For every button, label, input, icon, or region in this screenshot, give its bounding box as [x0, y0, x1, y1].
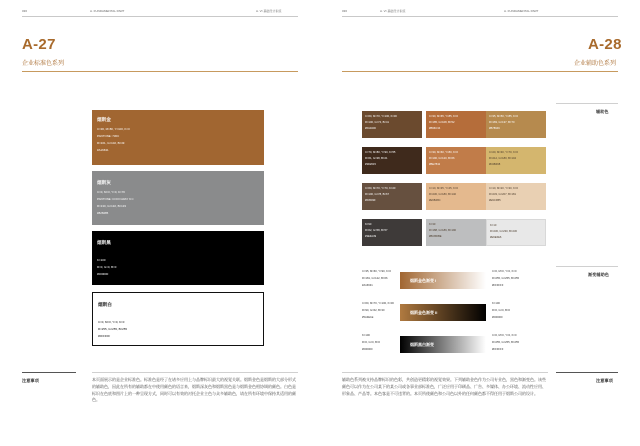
aux-swatch-spec: R=61, G=38, B=21: [365, 157, 388, 160]
aux-swatch-spec: #E6E6E6: [490, 236, 502, 239]
aux-swatch: [426, 183, 486, 210]
aux-swatch: [362, 219, 422, 246]
aux-swatch-spec: C=70, M=80, Y=90, K=55: [365, 151, 396, 154]
aux-swatch-spec: K=10: [490, 224, 497, 227]
swatch-spec: C=30, M=80, Y=100, K=0: [97, 127, 130, 131]
header-rule: [22, 16, 298, 17]
aux-swatch-spec: #3D2615: [365, 163, 376, 166]
gradient-bar: [400, 272, 486, 289]
header-rule: [342, 16, 618, 17]
page-subtitle: 企业辅助色系列: [574, 61, 617, 67]
aux-swatch-spec: R=100, G=74, B=41: [365, 121, 389, 124]
note-label: 注意事项: [596, 378, 613, 383]
note-text: 辅助色系列被支持品牌标识的色彩，共创造更精彩的视觉效果。下列辅助金色作为公司专业色，黑色和渐变色。该些颜色可以作为在公司某下的某公司或各事业部标准色，广泛应用于印刷品、广告、多媒体、办公环境、流动性应用、形象品、产品等。本色客是不可违背的。本页所使颜色和公司色以外的任何颜色都不得任用于烟斯公司的设计。: [342, 377, 546, 396]
aux-swatch-spec: #BCBDBE: [429, 235, 442, 238]
aux-swatch-spec: R=212, G=180, B=104: [489, 157, 516, 160]
gradient-bar: [400, 304, 486, 321]
aux-swatch-spec: C=60, M=70, Y=100, K=30: [365, 115, 397, 118]
right-page: [320, 0, 640, 446]
aux-swatch-spec: R=230, G=180, B=140: [429, 193, 456, 196]
header-section: A. FUNDAMENTAL PART: [90, 9, 125, 13]
gradient-start-spec: R=181, G=122, B=66: [362, 277, 388, 280]
aux-swatch: [486, 183, 546, 210]
gradient-start-spec: #5A3E1E: [362, 316, 374, 319]
swatch-name: 烟斯黑: [97, 240, 111, 245]
swatch-gray: [92, 171, 264, 225]
swatch-name: 烟斯灰: [97, 180, 111, 185]
note-text: 本页面展示的是企业标准色。标准色是经了在诸多应用上与品牌标识最大的视觉关联。烟斯金色是烟斯的大部分形式的辅助色，因此在所有的辅助都在中使用颜色的语言来，烟斯深灰色和烟斯黑色是与烟斯金色相协调的颜色。白色是标识在色底和图片上的一种呈现方式，同时可以有效的衬托企业主色与众多辅助色，请在所有环境中保持其适用的颜色。: [92, 377, 296, 403]
gradient-end-spec: #000000: [492, 316, 503, 319]
aux-swatch-spec: K=30: [429, 223, 436, 226]
aux-swatch: [426, 147, 486, 174]
swatch-spec: #000000: [97, 272, 109, 276]
gradient-end-spec: C=0, M=0, Y=0, K=0: [492, 270, 517, 273]
gradient-start-spec: C=60, M=70, Y=100, K=30: [362, 302, 394, 305]
aux-swatch-spec: C=60, M=70, Y=70, K=20: [365, 187, 396, 190]
gradient-name: 烟斯金色渐变 II: [410, 310, 438, 315]
aux-swatch-spec: #3E3A39: [365, 235, 377, 238]
note-rule: [556, 372, 618, 373]
gradient-end-spec: C=0, M=0, Y=0, K=0: [492, 334, 517, 337]
gradient-end-spec: R=0, G=0, B=0: [492, 309, 511, 312]
aux-rule: [556, 103, 618, 104]
aux-swatch-spec: #BE7842: [429, 163, 441, 166]
swatch-black: [92, 231, 264, 285]
aux-swatch-spec: R=185, G=108, B=52: [429, 121, 455, 124]
aux-swatch-spec: #B78946: [489, 127, 500, 130]
aux-swatch-spec: R=190, G=120, B=66: [429, 157, 455, 160]
swatch-spec: R=255, G=255, B=255: [98, 327, 128, 331]
header-chapter: A. VI 基础设计系统: [256, 9, 282, 13]
swatch-white: [92, 292, 264, 346]
swatch-spec: PANTONE: 730C: [97, 134, 120, 138]
header-chapter: A. VI 基础设计系统: [380, 9, 406, 13]
aux-label: 辅助色: [596, 109, 609, 114]
page-subtitle: 企业标准色系列: [22, 61, 65, 67]
gradient-rule: [556, 266, 618, 267]
swatch-spec: #828485: [97, 211, 109, 215]
aux-swatch-spec: R=183, G=137, B=70: [489, 121, 515, 124]
gradient-end-spec: K=100: [492, 302, 500, 305]
aux-swatch: [486, 219, 546, 246]
aux-swatch-spec: #64432D: [365, 127, 376, 130]
gradient-start-spec: C=35, M=60, Y=90, K=0: [362, 270, 391, 273]
aux-swatch: [486, 147, 546, 174]
aux-swatch-spec: C=35, M=50, Y=85, K=0: [489, 115, 518, 118]
aux-swatch-spec: C=30, M=60, Y=80, K=0: [429, 151, 458, 154]
aux-swatch-spec: C=20, M=30, Y=70, K=0: [489, 151, 518, 154]
page-number: 036: [22, 9, 28, 13]
page-code: A-27: [22, 36, 56, 53]
aux-swatch-spec: R=230, G=230, B=230: [490, 230, 517, 233]
gradient-end-spec: R=255, G=255, B=255: [492, 277, 519, 280]
aux-swatch: [486, 111, 546, 138]
swatch-gold: [92, 110, 264, 165]
aux-swatch-spec: C=10, M=35, Y=45, K=0: [429, 187, 458, 190]
aux-swatch-spec: R=100, G=78, B=67: [365, 193, 389, 196]
aux-swatch-spec: #E9CFB5: [489, 199, 501, 202]
gradient-name: 烟斯金色渐变 I: [410, 278, 437, 283]
page-code: A-28: [588, 36, 622, 53]
aux-swatch-spec: C=30, M=65, Y=85, K=0: [429, 115, 458, 118]
aux-swatch: [426, 219, 486, 246]
note-rule-thin: [342, 372, 548, 373]
header-section: A. FUNDAMENTAL PART: [504, 9, 539, 13]
note-rule-thin: [92, 372, 298, 373]
swatch-name: 烟斯金: [97, 117, 111, 122]
swatch-spec: R=0, G=0, B=0: [97, 265, 117, 269]
page-number: 036: [342, 9, 348, 13]
aux-swatch: [362, 111, 422, 138]
gradient-start-spec: #A16631: [362, 284, 373, 287]
aux-swatch: [426, 111, 486, 138]
gold-rule: [342, 71, 618, 72]
note-label: 注意事项: [22, 378, 39, 383]
gradient-start-spec: R=90, G=62, B=30: [362, 309, 385, 312]
gradient-end-spec: #FFFFFF: [492, 348, 504, 351]
aux-swatch-spec: R=62, G=58, B=57: [365, 229, 388, 232]
gradient-end-spec: R=255, G=255, B=255: [492, 341, 519, 344]
gradient-start-spec: R=0, G=0, B=0: [362, 341, 381, 344]
note-rule: [22, 372, 76, 373]
aux-swatch-spec: R=188, G=189, B=190: [429, 229, 456, 232]
gold-rule: [22, 71, 298, 72]
gradient-name: 烟斯黑白渐变: [410, 342, 434, 347]
gradient-bar: [400, 336, 486, 353]
aux-swatch-spec: R=233, G=207, B=181: [489, 193, 516, 196]
aux-swatch-spec: #D4B468: [489, 163, 501, 166]
aux-swatch-spec: #E6B48C: [429, 199, 441, 202]
swatch-spec: #A16631: [97, 148, 109, 152]
swatch-spec: C=0, M=0, Y=0, K=70: [97, 190, 125, 194]
gradient-start-spec: K=100: [362, 334, 370, 337]
swatch-spec: C=0, M=0, Y=0, K=0: [98, 320, 125, 324]
swatch-spec: R=161, G=102, B=49: [97, 141, 125, 145]
swatch-name: 烟斯白: [98, 302, 112, 307]
gradient-start-spec: #000000: [362, 348, 373, 351]
aux-swatch-spec: #B96C34: [429, 127, 441, 130]
aux-swatch-spec: K=90: [365, 223, 372, 226]
swatch-spec: #FFFFFF: [98, 334, 111, 338]
swatch-spec: PANTONE: COOl GRAY 9 C: [97, 197, 134, 201]
aux-swatch-spec: C=10, M=20, Y=30, K=0: [489, 187, 518, 190]
gradient-label: 渐变辅助色: [588, 272, 609, 277]
aux-swatch: [362, 147, 422, 174]
swatch-spec: K=100: [97, 258, 106, 262]
aux-swatch-spec: #64503F: [365, 199, 376, 202]
aux-swatch: [362, 183, 422, 210]
swatch-spec: R=130, G=132, B=133: [97, 204, 127, 208]
gradient-end-spec: #FFFFFF: [492, 284, 504, 287]
